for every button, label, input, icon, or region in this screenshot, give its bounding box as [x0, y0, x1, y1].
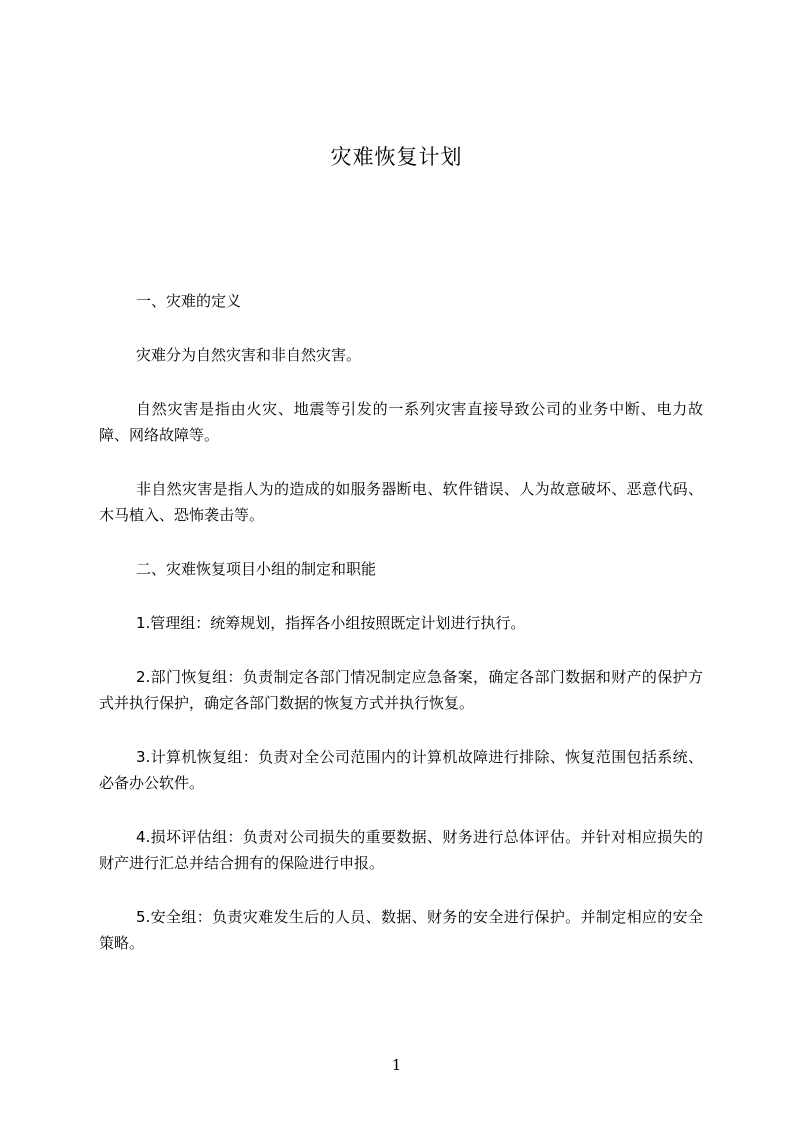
- paragraph-natural-disaster: 自然灾害是指由火灾、地震等引发的一系列灾害直接导致公司的业务中断、电力故障、网络故障等。: [99, 400, 703, 444]
- section-heading-teams: 二、灾难恢复项目小组的制定和职能: [136, 560, 377, 578]
- page-number: 1: [391, 1056, 402, 1074]
- list-item-department-recovery-team: 2.部门恢复组：负责制定各部门情况制定应急备案，确定各部门数据和财产的保护方式并执行保护，确定各部门数据的恢复方式并执行恢复。: [99, 668, 703, 712]
- list-item-damage-assessment-team: 4.损坏评估组：负责对公司损失的重要数据、财务进行总体评估。并针对相应损失的财产进行汇总并结合拥有的保险进行申报。: [99, 828, 703, 872]
- list-item-security-team: 5.安全组：负责灾难发生后的人员、数据、财务的安全进行保护。并制定相应的安全策略。: [99, 908, 703, 952]
- document-body: [99, 288, 703, 956]
- paragraph-non-natural-disaster: 非自然灾害是指人为的造成的如服务器断电、软件错误、人为故意破坏、恶意代码、木马植入、恐怖袭击等。: [99, 480, 703, 524]
- paragraph-disaster-types: 灾难分为自然灾害和非自然灾害。: [136, 346, 362, 364]
- list-item-management-team: 1.管理组：统筹规划，指挥各小组按照既定计划进行执行。: [136, 614, 526, 632]
- list-item-computer-recovery-team: 3.计算机恢复组：负责对全公司范围内的计算机故障进行排除、恢复范围包括系统、必备办公软件。: [99, 748, 703, 792]
- document-title: 灾难恢复计划: [330, 145, 463, 169]
- section-heading-definition: 一、灾难的定义: [136, 292, 242, 310]
